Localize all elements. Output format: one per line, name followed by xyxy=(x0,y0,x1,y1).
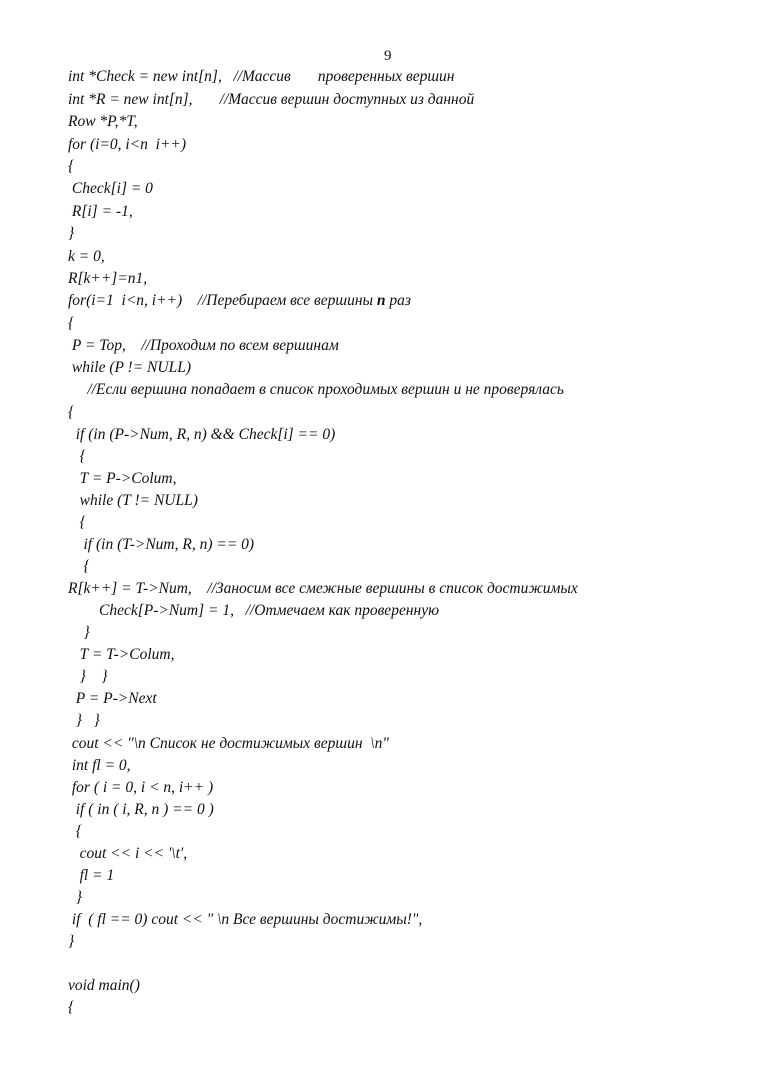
code-line: } } xyxy=(68,712,100,729)
code-line: Check[P->Num] = 1, //Отмечаем как проверенную xyxy=(68,602,440,619)
code-line: int *Check = new int[n], //Массив проверенных вершин xyxy=(68,68,455,85)
code-line: fl = 1 xyxy=(68,867,115,884)
code-line: { xyxy=(68,823,82,840)
code-line: { xyxy=(68,158,75,175)
code-line: { xyxy=(68,448,86,465)
code-line: //Если вершина попадает в список проходимых вершин и не проверялась xyxy=(68,381,564,398)
code-line: { xyxy=(68,404,75,421)
code-line: int *R = new int[n], //Массив вершин доступных из данной xyxy=(68,91,475,108)
code-line-text: for(i=1 i<n, i++) //Перебираем все вершины xyxy=(68,292,377,309)
code-line: for ( i = 0, i < n, i++ ) xyxy=(68,779,214,796)
code-line: if (in (P->Num, R, n) && Check[i] == 0) xyxy=(68,426,336,443)
code-line: if ( in ( i, R, n ) == 0 ) xyxy=(68,801,214,818)
code-line: { xyxy=(68,999,75,1016)
code-line: R[k++] = T->Num, //Заносим все смежные вершины в список достижимых xyxy=(68,580,578,597)
code-line: P = Top, //Проходим по всем вершинам xyxy=(68,337,339,354)
code-line: void main() xyxy=(68,977,140,994)
code-line: R[k++]=n1, xyxy=(68,270,148,287)
code-line: Row *P,*T, xyxy=(68,113,138,130)
code-line: } xyxy=(68,889,82,906)
code-line: T = T->Colum, xyxy=(68,646,175,663)
code-line: cout << "\n Список не достижимых вершин \n" xyxy=(68,735,389,752)
code-line: } xyxy=(68,933,75,950)
code-line: } xyxy=(68,624,90,641)
code-line: { xyxy=(68,514,86,531)
code-line: } xyxy=(68,225,75,242)
code-line: if (in (T->Num, R, n) == 0) xyxy=(68,536,255,553)
code-line: Check[i] = 0 xyxy=(68,180,153,197)
code-line: } } xyxy=(68,668,108,685)
code-line: while (T != NULL) xyxy=(68,492,198,509)
code-line: T = P->Colum, xyxy=(68,470,177,487)
code-line: k = 0, xyxy=(68,248,105,265)
page-number: 9 xyxy=(384,48,392,64)
code-line: { xyxy=(68,558,90,575)
bold-n: n xyxy=(376,292,386,309)
code-line: R[i] = -1, xyxy=(68,203,133,220)
code-line: for (i=0, i<n i++) xyxy=(68,136,187,153)
code-line: int fl = 0, xyxy=(68,757,131,774)
code-line: { xyxy=(68,315,75,332)
code-line-tail: раз xyxy=(385,292,411,309)
code-line: cout << i << '\t', xyxy=(68,845,188,862)
code-line: P = P->Next xyxy=(68,690,157,707)
code-line: while (P != NULL) xyxy=(68,359,191,376)
code-line xyxy=(68,292,411,310)
code-line: if ( fl == 0) cout << " \n Все вершины достижимы!", xyxy=(68,911,423,928)
